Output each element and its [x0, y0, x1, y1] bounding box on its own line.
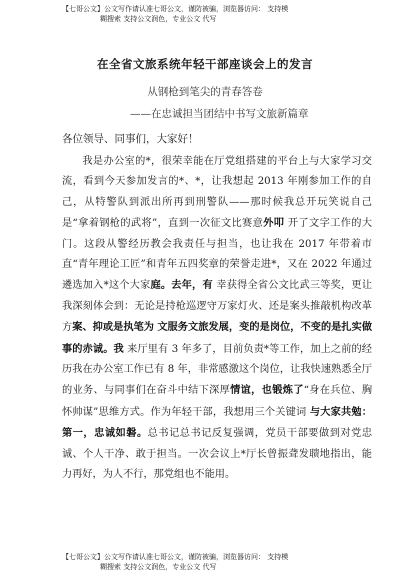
watermark-banner-top	[0, 4, 410, 24]
text-run-bold: 不变的是扎实做事的赤诚。我	[62, 321, 373, 355]
text-run: 我是办公室的*，很荣幸能在厅党组搭建的平台上与大家学习交流，看到今天参加发言的*、*，让我想起 2013 年刚参加工作的自己，从特警队到派出所再到刑警队——那时候我总开玩笑说自己是“拿着钢枪的武将”，直到一次征文比赛意	[62, 156, 372, 230]
subtitle-secondary: ——在忠诚担当团结中书写文旅新篇章	[130, 108, 309, 120]
text-run-bold: 案、抑或是执笔为	[72, 321, 155, 334]
greeting: 各位领导、同事们，大家好！	[62, 133, 199, 145]
text-run-bold: 庭。去年，有	[150, 279, 213, 292]
banner-line: 【七哥公文】公文写作请认准七哥公文，谨防被骗，浏览器访问： 支持模	[62, 5, 289, 13]
text-run: 幸获得全省公文比武三等奖，更让我深刻体会到：无论是持枪巡逻守万家灯火、还是案头推敲机构改革方	[62, 280, 373, 334]
text-run-bold: 与大家共勉：第一，忠诚如磐。	[62, 405, 372, 440]
text-run-bold: 情谊，也锻炼了	[230, 384, 304, 397]
banner-line: 糊搜索 支持公文润色，专业公文 代写	[100, 563, 217, 571]
page-title: 在全省文旅系统年轻干部座谈会上的发言	[97, 57, 313, 71]
text-run: 总书记总书记反复强调，党员干部要做到对党忠诚、个人干净、敢于担当。一次会议上*厅长曾振聋发聩地指出，能力再好，为人不行，那党组也不能用。	[62, 428, 373, 481]
paragraph	[62, 152, 372, 486]
speech-body	[62, 152, 372, 486]
banner-line: 【七哥公文】公文写作请认准七哥公文，谨防被骗，浏览器访问： 支持模	[62, 553, 289, 561]
watermark-banner-bottom	[0, 552, 410, 572]
text-run-bold: 外叩	[263, 217, 285, 230]
text-run: 来厅里有 3 年多了，目前负责*等工作，加上之前的经历我在办公室工作已有 8 年，非常感激这个岗位，让我快速熟悉全厅的业务、与同事们在奋斗中结下深厚	[62, 343, 372, 397]
banner-line: 糊搜索 支持公文润色，专业公文 代写	[100, 15, 217, 23]
subtitle: 从钢枪到笔尖的青春答卷	[147, 86, 263, 98]
text-run: “身在兵位、胸怀帅谋”思维方式。作为年轻干部，我想用三个关键词	[62, 385, 373, 418]
text-run-bold: 变的是岗位，	[239, 321, 301, 334]
text-run: 开了文字工作的大门。这段从警经历教会我责任与担当，也让我在 2017 年带着市直“青年理论工匠”和青年五四奖章的荣誉走进*，又在 2022 年通过遴选加入*这个大家	[62, 218, 373, 292]
text-run-bold: 文服务文旅发展，	[157, 321, 240, 334]
